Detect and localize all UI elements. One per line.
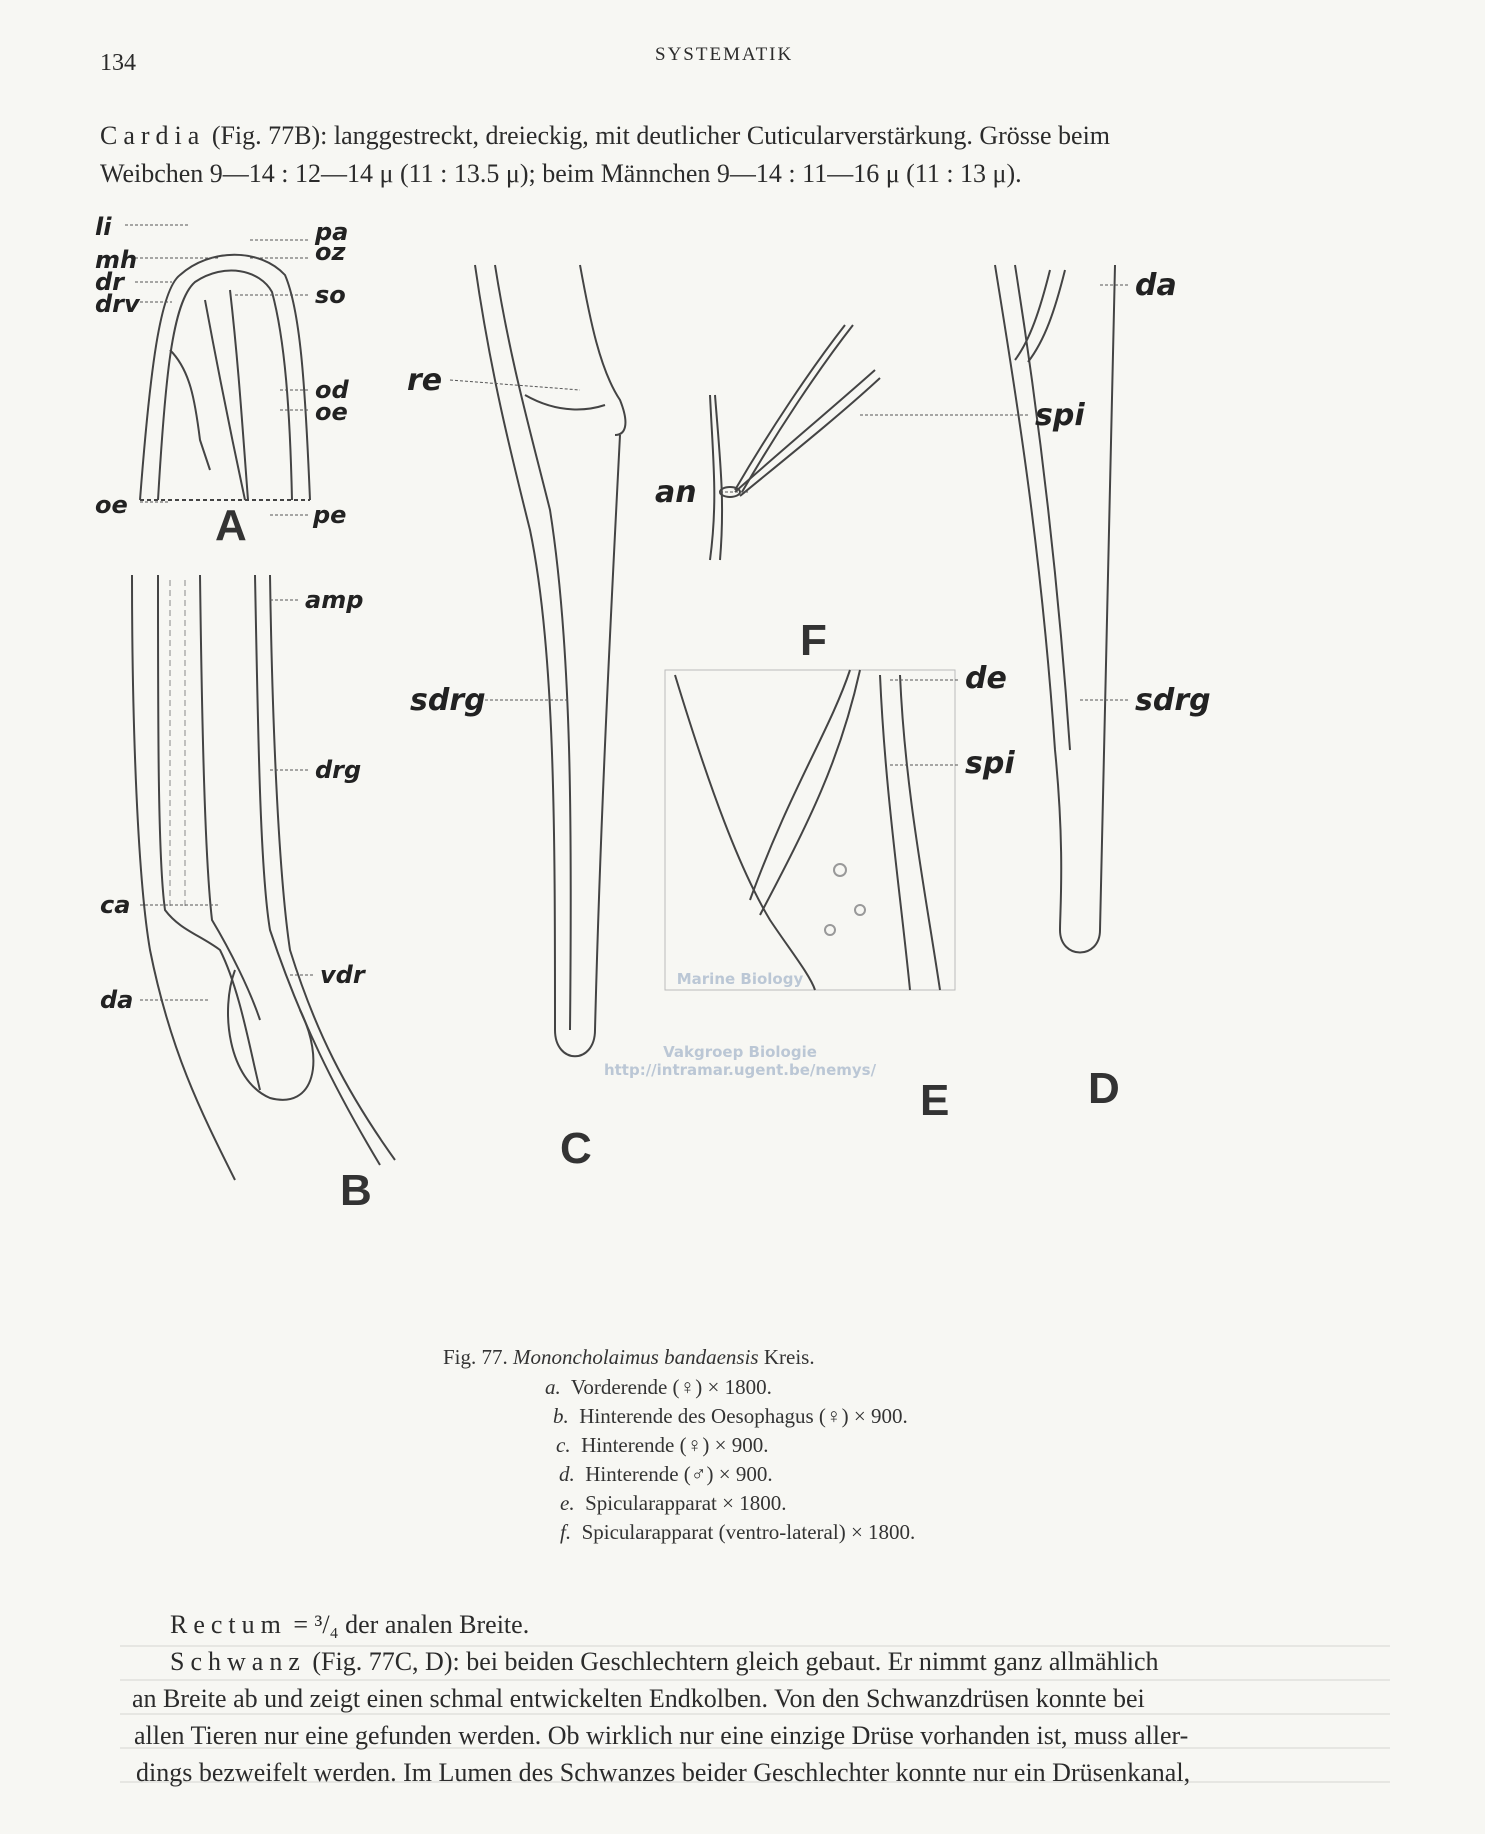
panel-f-drawing — [710, 325, 880, 560]
schwanz-paragraph-line1: Schwanz (Fig. 77C, D): bei beiden Geschlechtern gleich gebaut. Er nimmt ganz allmählich — [170, 1647, 1159, 1676]
caption-fig-label: Fig. 77. — [443, 1345, 508, 1369]
panel-letter-a: A — [215, 501, 247, 550]
label-oe-a: oe — [315, 398, 348, 426]
figure-illustration — [95, 213, 1410, 1340]
panel-letter-d: D — [1088, 1064, 1120, 1113]
figure-77 — [95, 213, 1410, 1340]
caption-item: d. Hinterende (♂) × 900. — [559, 1462, 773, 1486]
label-pe: pe — [313, 501, 347, 529]
label-drv: drv — [95, 290, 140, 318]
caption-author: Kreis. — [763, 1345, 815, 1369]
panel-letter-b: B — [340, 1166, 372, 1215]
caption-item: e. Spicularapparat × 1800. — [560, 1491, 787, 1515]
label-ca: ca — [100, 891, 131, 919]
caption-item: c. Hinterende (♀) × 900. — [556, 1433, 769, 1457]
panel-d-drawing — [995, 265, 1115, 953]
caption-item: b. Hinterende des Oesophagus (♀) × 900. — [553, 1404, 908, 1428]
caption-item: f. Spicularapparat (ventro-lateral) × 1800. — [560, 1520, 916, 1544]
panel-letter-e: E — [920, 1076, 950, 1125]
cardia-text: (Fig. 77B): langgestreckt, dreieckig, mit deutlicher Cuticularverstärkung. Grösse beim — [205, 121, 1111, 150]
figure-caption-title — [443, 1343, 815, 1372]
label-da-b: da — [100, 986, 134, 1014]
panel-letter-c: C — [560, 1124, 592, 1173]
caption-species: Mononcholaimus bandaensis — [513, 1345, 759, 1369]
panel-b-drawing — [132, 575, 395, 1180]
label-so: so — [315, 281, 346, 309]
label-dr: dr — [95, 268, 125, 296]
label-spi-f: spi — [1035, 398, 1085, 433]
label-an: an — [655, 475, 697, 510]
schwanz-term: Schwanz — [170, 1647, 306, 1676]
schwanz-paragraph-line3: allen Tieren nur eine gefunden werden. Ob wirklich nur eine einzige Drüse vorhanden ist, muss aller- — [134, 1721, 1189, 1750]
cardia-term: Cardia — [100, 121, 206, 150]
label-da-d: da — [1135, 268, 1177, 303]
caption-item: a. Vorderende (♀) × 1800. — [545, 1375, 772, 1399]
label-vdr: vdr — [320, 961, 365, 989]
label-sdrg-c: sdrg — [410, 683, 486, 718]
running-title: SYSTEMATIK — [655, 44, 794, 65]
label-spi-e: spi — [965, 746, 1015, 781]
panel-letter-f: F — [800, 616, 827, 665]
label-re: re — [407, 363, 443, 398]
label-pa: pa — [315, 218, 349, 246]
label-de: de — [965, 661, 1007, 696]
label-drg: drg — [315, 756, 362, 784]
watermark — [575, 970, 905, 1079]
label-od: od — [315, 376, 349, 404]
label-li: li — [95, 213, 112, 241]
label-amp: amp — [305, 586, 364, 614]
panel-a-drawing — [140, 255, 310, 500]
label-oz: oz — [315, 238, 346, 266]
cardia-paragraph-line1 — [100, 118, 1110, 154]
watermark-line2: Vakgroep Biologie — [663, 1043, 817, 1061]
label-mh: mh — [95, 246, 138, 274]
label-sdrg-d: sdrg — [1135, 683, 1211, 718]
panel-e-drawing — [665, 670, 955, 990]
rectum-paragraph: Rectum = ³/₄ der analen Breite. — [170, 1610, 530, 1639]
schwanz-paragraph-line2: an Breite ab und zeigt einen schmal entwickelten Endkolben. Von den Schwanzdrüsen konnte bei — [132, 1684, 1145, 1713]
watermark-url: http://intramar.ugent.be/nemys/ — [603, 1061, 877, 1079]
rectum-term: Rectum — [170, 1610, 287, 1639]
watermark-line1: Marine Biology — [676, 970, 804, 988]
cardia-paragraph-line2: Weibchen 9—14 : 12—14 μ (11 : 13.5 μ); beim Männchen 9—14 : 11—16 μ (11 : 13 μ). — [100, 159, 1022, 188]
page-number: 134 — [100, 50, 136, 76]
label-oe-b: oe — [95, 491, 128, 519]
schwanz-paragraph-line4: dings bezweifelt werden. Im Lumen des Schwanzes beider Geschlechter konnte nur ein Drüsenkanal, — [136, 1758, 1191, 1787]
